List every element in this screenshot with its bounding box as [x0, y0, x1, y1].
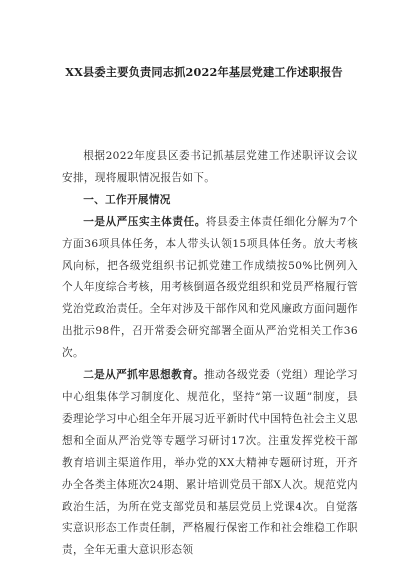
- paragraph-2-text: 推动各级党委（党组）理论学习中心组集体学习制度化、规范化，坚持“第一议题”制度，县委理论学习中心组全年开展习近平新时代中国特色社会主义思想和全面从严治党等专题学习研讨17次。注重发挥党校干部教育培训主渠道作用，举办党的XX大精神专题研讨班，开齐办全各类主体班次24期、累计培训党员干部X人次。规范党内政治生活，为所在党支部党员和基层党员上党课4次。自觉落实意识形态工作责任制，严格履行保密工作和社会维稳工作职责，全年无重大意识形态领: [62, 369, 358, 557]
- paragraph-1: [62, 212, 358, 365]
- paragraph-2: [62, 365, 358, 562]
- document-body: [62, 146, 358, 562]
- document-title: XX县委主要负责同志抓2022年基层党建工作述职报告: [65, 65, 343, 79]
- intro-paragraph: 根据2022年度县区委书记抓基层党建工作述职评议会议安排，现将履职情况报告如下。: [62, 150, 358, 184]
- section-heading: 一、工作开展情况: [83, 193, 171, 206]
- paragraph-1-lead: 一是从严压实主体责任。: [83, 215, 206, 228]
- paragraph-1-text: 将县委主体责任细化分解为7个方面36项具体任务，本人带头认领15项具体任务。放大考核风向标，把各级党组织书记抓党建工作成绩按50%比例列入个人年度综合考核，用考核倒逼各级党组织和党员严格履行管党治党政治责任。全年对涉及干部作风和党风廉政方面问题作出批示98件，召开常委会研究部署全面从严治党相关工作36次。: [62, 215, 358, 360]
- paragraph-2-lead: 二是从严抓牢思想教育。: [83, 369, 205, 382]
